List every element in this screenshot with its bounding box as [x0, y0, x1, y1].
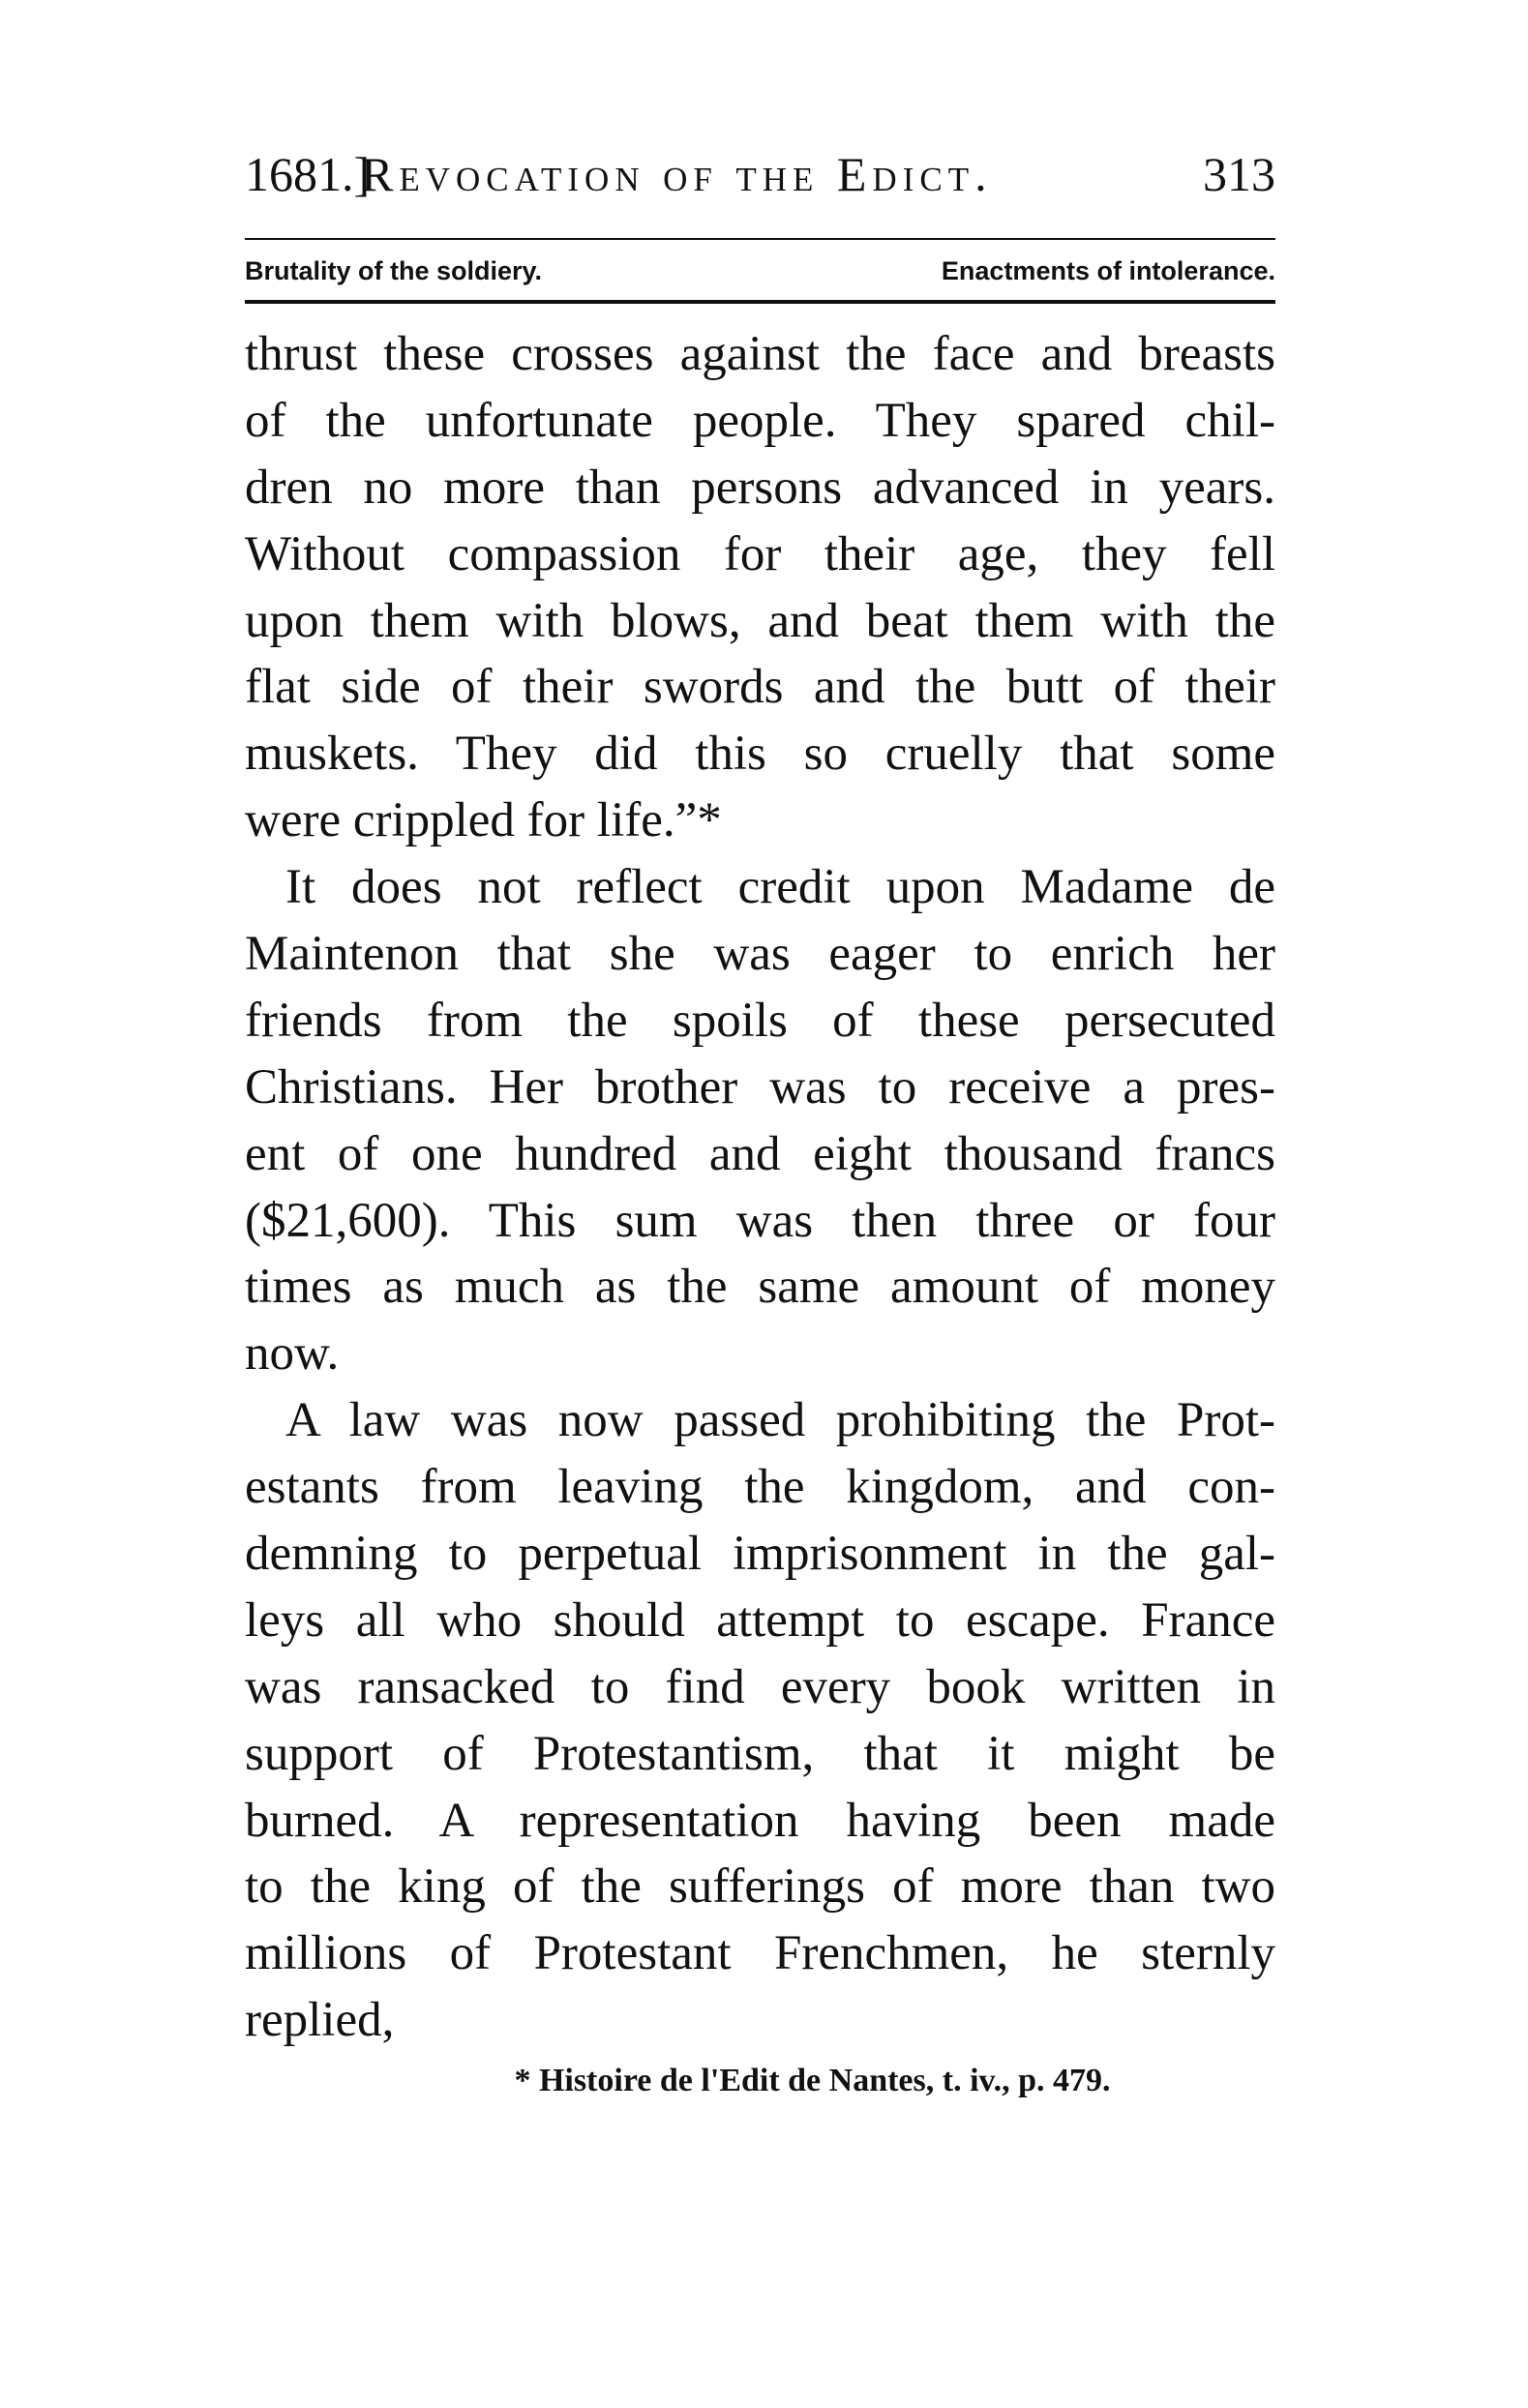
text-line: now.	[245, 1326, 340, 1382]
subheading-right: Enactments of intolerance.	[941, 256, 1275, 285]
text-line: demning to perpetual imprisonment in the gal-	[245, 1527, 1275, 1582]
text-line: leys all who should attempt to escape. France	[245, 1592, 1275, 1648]
text-line: times as much as the same amount of money	[245, 1260, 1275, 1315]
text-line: thrust these crosses against the face and breasts	[245, 327, 1275, 381]
subheading-rule	[245, 300, 1275, 304]
text-line: support of Protestantism, that it might be	[245, 1726, 1275, 1781]
text-line: It does not reflect credit upon Madame de	[285, 860, 1275, 915]
text-line: to the king of the sufferings of more than two	[245, 1859, 1275, 1915]
text-line: was ransacked to find every book written in	[245, 1659, 1275, 1714]
text-line: ent of one hundred and eight thousand francs	[245, 1126, 1275, 1181]
text-line: A law was now passed prohibiting the Prot-	[285, 1393, 1275, 1448]
text-line: burned. A representation having been made	[245, 1793, 1275, 1848]
text-line: were crippled for life.”*	[245, 793, 722, 848]
text-line: Maintenon that she was eager to enrich her	[245, 927, 1275, 982]
body-text	[245, 321, 1275, 2054]
text-line: friends from the spoils of these persecuted	[245, 993, 1275, 1048]
text-line: of the unfortunate people. They spared chil-	[245, 393, 1275, 448]
header-title: Revocation of the Edict.	[361, 147, 993, 201]
text-line: Christians. Her brother was to receive a pres-	[245, 1059, 1275, 1115]
text-line: ($21,600). This sum was then three or four	[245, 1193, 1275, 1248]
subheading-left: Brutality of the soldiery.	[245, 256, 543, 285]
text-line: Without compassion for their age, they fell	[245, 526, 1275, 581]
text-line: estants from leaving the kingdom, and con-	[245, 1460, 1275, 1515]
page-number: 313	[1203, 147, 1275, 201]
footnote: * Histoire de l'Edit de Nantes, t. iv., p. 479.	[514, 2063, 1111, 2098]
text-line: millions of Protestant Frenchmen, he sternly	[245, 1926, 1275, 1981]
text-line: upon them with blows, and beat them with the	[245, 593, 1275, 648]
text-line: replied,	[245, 1993, 395, 2048]
running-header	[245, 145, 1275, 203]
header-rule	[245, 238, 1275, 240]
text-line: dren no more than persons advanced in years.	[245, 460, 1275, 515]
text-line: muskets. They did this so cruelly that some	[245, 727, 1275, 782]
header-year: 1681.]	[245, 147, 371, 201]
text-line: flat side of their swords and the butt of their	[245, 660, 1275, 715]
